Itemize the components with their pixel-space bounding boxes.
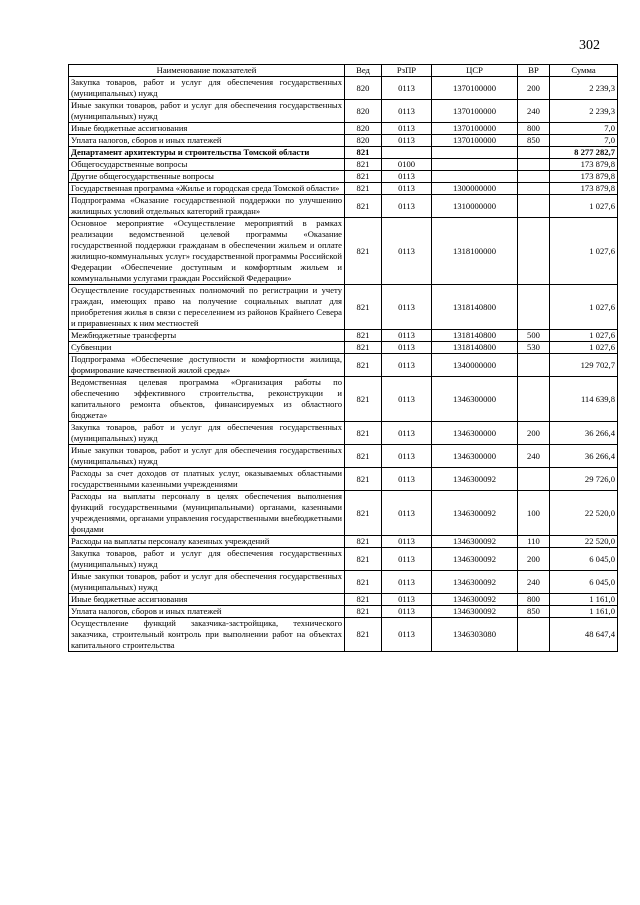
cell-sum: 1 161,0 xyxy=(550,606,618,618)
cell-csr: 1346300092 xyxy=(432,606,518,618)
cell-csr: 1370100000 xyxy=(432,77,518,100)
cell-csr: 1346300092 xyxy=(432,548,518,571)
cell-rzpr: 0113 xyxy=(382,491,432,536)
cell-ved: 821 xyxy=(345,594,382,606)
cell-vr: 800 xyxy=(518,123,550,135)
cell-ved: 821 xyxy=(345,618,382,652)
table-row xyxy=(69,354,618,377)
cell-sum: 48 647,4 xyxy=(550,618,618,652)
cell-name: Основное мероприятие «Осуществление мероприятий в рамках реализации ведомственной целевой программы «Оказание государственной поддержки гражданам в обеспечении жильем и оплате жилищно-коммунальных услуг» государственной программы Российской Федерации «Обеспечение доступным и комфортным жильем и коммунальными услугами граждан Российской Федерации» xyxy=(69,218,345,285)
cell-vr: 240 xyxy=(518,100,550,123)
table-row xyxy=(69,285,618,330)
cell-vr xyxy=(518,218,550,285)
cell-vr xyxy=(518,618,550,652)
table-row xyxy=(69,330,618,342)
cell-rzpr: 0113 xyxy=(382,377,432,422)
table-row xyxy=(69,218,618,285)
cell-csr: 1318140800 xyxy=(432,285,518,330)
cell-name: Межбюджетные трансферты xyxy=(69,330,345,342)
table-row xyxy=(69,100,618,123)
cell-ved: 821 xyxy=(345,285,382,330)
cell-ved: 821 xyxy=(345,445,382,468)
cell-rzpr: 0113 xyxy=(382,135,432,147)
cell-csr: 1300000000 xyxy=(432,183,518,195)
cell-csr: 1346303080 xyxy=(432,618,518,652)
cell-ved: 820 xyxy=(345,123,382,135)
cell-sum: 129 702,7 xyxy=(550,354,618,377)
cell-name: Осуществление функций заказчика-застройщика, технического заказчика, строительный контроль при выполнении работ на объектах капитального строительства xyxy=(69,618,345,652)
cell-name: Ведомственная целевая программа «Организация работы по обеспечению эффективного строительства, реконструкции и капитального ремонта объектов, финансируемых из областного бюджета» xyxy=(69,377,345,422)
cell-sum: 6 045,0 xyxy=(550,571,618,594)
cell-rzpr: 0113 xyxy=(382,285,432,330)
cell-sum: 36 266,4 xyxy=(550,422,618,445)
cell-name: Закупка товаров, работ и услуг для обеспечения государственных (муниципальных) нужд xyxy=(69,548,345,571)
cell-sum: 36 266,4 xyxy=(550,445,618,468)
cell-rzpr: 0100 xyxy=(382,159,432,171)
table-row xyxy=(69,159,618,171)
cell-name: Уплата налогов, сборов и иных платежей xyxy=(69,606,345,618)
cell-ved: 821 xyxy=(345,548,382,571)
cell-rzpr: 0113 xyxy=(382,422,432,445)
cell-rzpr: 0113 xyxy=(382,618,432,652)
cell-vr: 240 xyxy=(518,571,550,594)
cell-name: Уплата налогов, сборов и иных платежей xyxy=(69,135,345,147)
cell-ved: 821 xyxy=(345,147,382,159)
cell-name: Расходы на выплаты персоналу в целях обеспечения выполнения функций государственными (муниципальными) органами, казенными учреждениями, органами управления государственными внебюджетными фондами xyxy=(69,491,345,536)
table-row xyxy=(69,491,618,536)
cell-csr: 1346300000 xyxy=(432,377,518,422)
cell-csr: 1346300000 xyxy=(432,445,518,468)
table-row xyxy=(69,77,618,100)
cell-vr xyxy=(518,159,550,171)
cell-ved: 820 xyxy=(345,100,382,123)
cell-csr: 1346300092 xyxy=(432,571,518,594)
cell-name: Иные закупки товаров, работ и услуг для обеспечения государственных (муниципальных) нужд xyxy=(69,571,345,594)
cell-rzpr: 0113 xyxy=(382,330,432,342)
cell-csr: 1318100000 xyxy=(432,218,518,285)
cell-sum: 1 027,6 xyxy=(550,195,618,218)
table-row xyxy=(69,468,618,491)
cell-vr xyxy=(518,377,550,422)
table-row xyxy=(69,422,618,445)
cell-name: Департамент архитектуры и строительства Томской области xyxy=(69,147,345,159)
cell-sum: 22 520,0 xyxy=(550,536,618,548)
table-row xyxy=(69,123,618,135)
table-header-row xyxy=(69,65,618,77)
cell-name: Осуществление государственных полномочий по регистрации и учету граждан, имеющих право на получение социальных выплат для приобретения жилья в связи с переселением из районов Крайнего Севера и приравненных к ним местностей xyxy=(69,285,345,330)
cell-sum: 8 277 282,7 xyxy=(550,147,618,159)
cell-csr: 1370100000 xyxy=(432,100,518,123)
cell-csr: 1340000000 xyxy=(432,354,518,377)
cell-rzpr: 0113 xyxy=(382,594,432,606)
cell-sum: 1 027,6 xyxy=(550,342,618,354)
cell-rzpr: 0113 xyxy=(382,195,432,218)
table-row xyxy=(69,171,618,183)
cell-csr: 1370100000 xyxy=(432,123,518,135)
cell-vr: 850 xyxy=(518,606,550,618)
cell-sum: 173 879,8 xyxy=(550,171,618,183)
cell-name: Общегосударственные вопросы xyxy=(69,159,345,171)
cell-sum: 7,0 xyxy=(550,123,618,135)
cell-ved: 821 xyxy=(345,606,382,618)
cell-vr xyxy=(518,195,550,218)
cell-ved: 821 xyxy=(345,422,382,445)
header-rzpr: РзПР xyxy=(382,65,432,77)
cell-name: Закупка товаров, работ и услуг для обеспечения государственных (муниципальных) нужд xyxy=(69,77,345,100)
cell-vr: 200 xyxy=(518,77,550,100)
cell-csr xyxy=(432,147,518,159)
table-row xyxy=(69,594,618,606)
table-row xyxy=(69,147,618,159)
cell-vr: 530 xyxy=(518,342,550,354)
header-vr: ВР xyxy=(518,65,550,77)
cell-rzpr: 0113 xyxy=(382,548,432,571)
header-ved: Вед xyxy=(345,65,382,77)
cell-vr: 100 xyxy=(518,491,550,536)
cell-csr: 1346300092 xyxy=(432,536,518,548)
cell-vr: 850 xyxy=(518,135,550,147)
cell-ved: 821 xyxy=(345,218,382,285)
cell-rzpr: 0113 xyxy=(382,354,432,377)
cell-csr: 1310000000 xyxy=(432,195,518,218)
cell-rzpr: 0113 xyxy=(382,183,432,195)
cell-name: Другие общегосударственные вопросы xyxy=(69,171,345,183)
cell-rzpr: 0113 xyxy=(382,171,432,183)
cell-sum: 7,0 xyxy=(550,135,618,147)
cell-name: Расходы за счет доходов от платных услуг, оказываемых областными государственными казенными учреждениями xyxy=(69,468,345,491)
cell-name: Иные бюджетные ассигнования xyxy=(69,594,345,606)
cell-rzpr: 0113 xyxy=(382,218,432,285)
cell-sum: 2 239,3 xyxy=(550,77,618,100)
cell-sum: 6 045,0 xyxy=(550,548,618,571)
cell-rzpr: 0113 xyxy=(382,445,432,468)
cell-vr xyxy=(518,285,550,330)
cell-ved: 821 xyxy=(345,571,382,594)
header-name: Наименование показателей xyxy=(69,65,345,77)
table-row xyxy=(69,183,618,195)
cell-vr xyxy=(518,183,550,195)
header-sum: Сумма xyxy=(550,65,618,77)
table-body xyxy=(69,77,618,652)
cell-ved: 821 xyxy=(345,354,382,377)
cell-ved: 821 xyxy=(345,195,382,218)
cell-name: Государственная программа «Жилье и городская среда Томской области» xyxy=(69,183,345,195)
table-row xyxy=(69,135,618,147)
cell-ved: 820 xyxy=(345,77,382,100)
cell-rzpr: 0113 xyxy=(382,536,432,548)
cell-vr: 800 xyxy=(518,594,550,606)
table-row xyxy=(69,195,618,218)
cell-vr xyxy=(518,147,550,159)
cell-rzpr: 0113 xyxy=(382,571,432,594)
cell-sum: 29 726,0 xyxy=(550,468,618,491)
cell-csr: 1318140800 xyxy=(432,330,518,342)
cell-sum: 22 520,0 xyxy=(550,491,618,536)
cell-csr: 1318140800 xyxy=(432,342,518,354)
cell-sum: 1 027,6 xyxy=(550,285,618,330)
table-row xyxy=(69,536,618,548)
table-row xyxy=(69,548,618,571)
cell-csr: 1346300000 xyxy=(432,422,518,445)
cell-ved: 821 xyxy=(345,171,382,183)
cell-ved: 821 xyxy=(345,183,382,195)
cell-vr: 240 xyxy=(518,445,550,468)
table-row xyxy=(69,445,618,468)
cell-csr: 1346300092 xyxy=(432,468,518,491)
cell-vr xyxy=(518,354,550,377)
cell-ved: 821 xyxy=(345,330,382,342)
cell-sum: 1 161,0 xyxy=(550,594,618,606)
cell-csr: 1370100000 xyxy=(432,135,518,147)
cell-rzpr: 0113 xyxy=(382,342,432,354)
cell-ved: 821 xyxy=(345,342,382,354)
cell-rzpr xyxy=(382,147,432,159)
cell-sum: 2 239,3 xyxy=(550,100,618,123)
cell-vr xyxy=(518,468,550,491)
cell-sum: 1 027,6 xyxy=(550,330,618,342)
table-row xyxy=(69,342,618,354)
cell-sum: 173 879,8 xyxy=(550,183,618,195)
cell-vr: 110 xyxy=(518,536,550,548)
cell-rzpr: 0113 xyxy=(382,468,432,491)
page-number: 302 xyxy=(579,38,600,53)
cell-name: Иные закупки товаров, работ и услуг для обеспечения государственных (муниципальных) нужд xyxy=(69,445,345,468)
cell-vr: 500 xyxy=(518,330,550,342)
cell-vr: 200 xyxy=(518,422,550,445)
cell-name: Подпрограмма «Обеспечение доступности и комфортности жилища, формирование качественной жилой среды» xyxy=(69,354,345,377)
cell-sum: 114 639,8 xyxy=(550,377,618,422)
cell-name: Подпрограмма «Оказание государственной поддержки по улучшению жилищных условий отдельных категорий граждан» xyxy=(69,195,345,218)
cell-ved: 821 xyxy=(345,159,382,171)
cell-ved: 821 xyxy=(345,468,382,491)
cell-vr: 200 xyxy=(518,548,550,571)
cell-rzpr: 0113 xyxy=(382,606,432,618)
cell-rzpr: 0113 xyxy=(382,100,432,123)
table-row xyxy=(69,618,618,652)
cell-name: Расходы на выплаты персоналу казенных учреждений xyxy=(69,536,345,548)
cell-csr: 1346300092 xyxy=(432,491,518,536)
table-row xyxy=(69,571,618,594)
cell-csr xyxy=(432,171,518,183)
table-row xyxy=(69,606,618,618)
cell-ved: 821 xyxy=(345,536,382,548)
cell-ved: 821 xyxy=(345,491,382,536)
table-row xyxy=(69,377,618,422)
cell-ved: 821 xyxy=(345,377,382,422)
cell-name: Иные бюджетные ассигнования xyxy=(69,123,345,135)
cell-ved: 820 xyxy=(345,135,382,147)
cell-name: Закупка товаров, работ и услуг для обеспечения государственных (муниципальных) нужд xyxy=(69,422,345,445)
cell-vr xyxy=(518,171,550,183)
cell-csr: 1346300092 xyxy=(432,594,518,606)
cell-rzpr: 0113 xyxy=(382,123,432,135)
cell-rzpr: 0113 xyxy=(382,77,432,100)
budget-table xyxy=(68,64,618,652)
header-csr: ЦСР xyxy=(432,65,518,77)
cell-sum: 1 027,6 xyxy=(550,218,618,285)
cell-sum: 173 879,8 xyxy=(550,159,618,171)
cell-csr xyxy=(432,159,518,171)
cell-name: Субвенции xyxy=(69,342,345,354)
cell-name: Иные закупки товаров, работ и услуг для обеспечения государственных (муниципальных) нужд xyxy=(69,100,345,123)
